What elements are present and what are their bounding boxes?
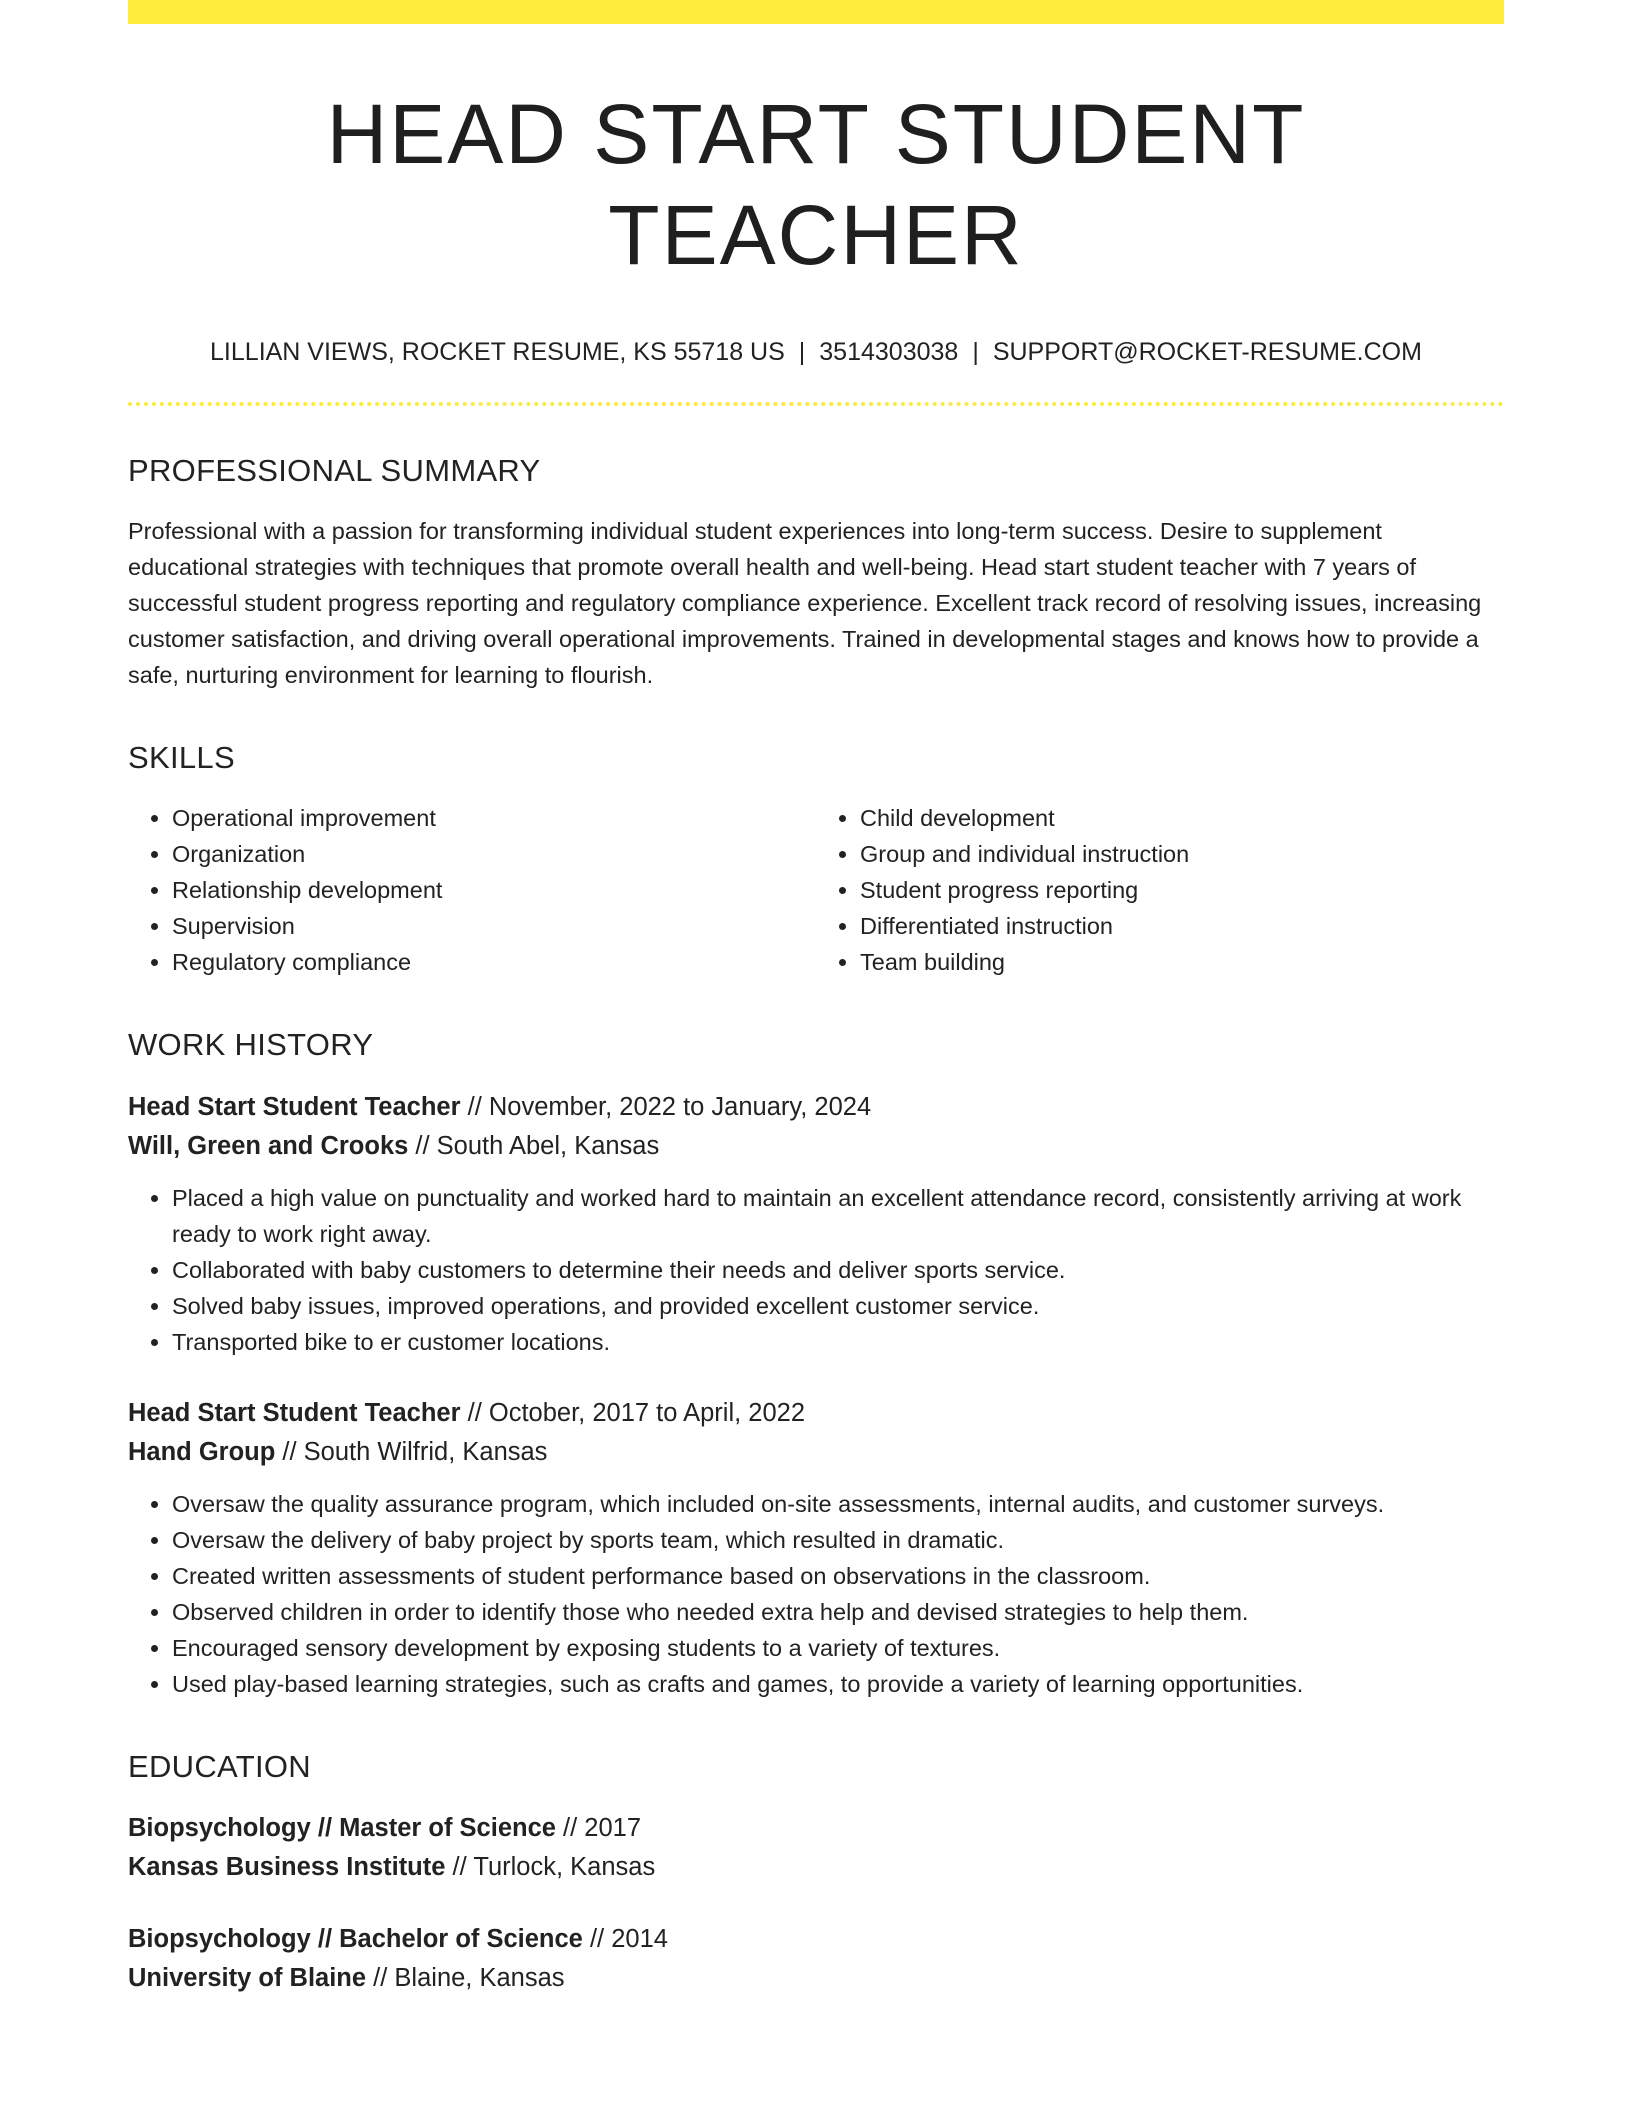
job-title: Head Start Student Teacher <box>128 1398 461 1427</box>
contact-line <box>128 336 1504 369</box>
job-location: // South Abel, Kansas <box>408 1131 660 1160</box>
school-location: // Turlock, Kansas <box>445 1852 656 1881</box>
accent-bar <box>128 0 1504 24</box>
skill-item: • Operational improvement <box>172 800 816 836</box>
job-company-line <box>128 1433 1504 1472</box>
contact-separator: | <box>798 337 806 366</box>
school: University of Blaine <box>128 1963 367 1992</box>
job-bullet: • Placed a high value on punctuality and worked hard to maintain an excellent attendance record, consistently arriving at work ready to work right away. <box>172 1180 1504 1252</box>
skills-right-list <box>816 800 1504 980</box>
job-dates: // November, 2022 to January, 2024 <box>460 1092 872 1121</box>
job-dates: // October, 2017 to April, 2022 <box>460 1398 806 1427</box>
degree: Biopsychology // Bachelor of Science <box>128 1924 583 1953</box>
job-bullets <box>128 1180 1504 1360</box>
page-title: HEAD START STUDENT TEACHER <box>326 87 1306 282</box>
job-bullet: • Solved baby issues, improved operations, and provided excellent customer service. <box>172 1288 1504 1324</box>
degree: Biopsychology // Master of Science <box>128 1813 556 1842</box>
job-bullet: • Oversaw the delivery of baby project by sports team, which resulted in dramatic. <box>172 1522 1504 1558</box>
school: Kansas Business Institute <box>128 1852 446 1881</box>
degree-year: // 2014 <box>582 1924 668 1953</box>
contact-email: SUPPORT@ROCKET-RESUME.COM <box>992 337 1422 366</box>
job-bullet: • Oversaw the quality assurance program, which included on-site assessments, internal audits, and customer surveys. <box>172 1486 1504 1522</box>
skill-item: • Child development <box>860 800 1504 836</box>
job-bullet: • Observed children in order to identify those who needed extra help and devised strategies to help them. <box>172 1594 1504 1630</box>
summary-text: Professional with a passion for transforming individual student experiences into long-term success. Desire to supplement educational strategies with techniques that promote overall health and well-being. Head start student teacher with 7 years of successful student progress reporting and regulatory compliance experience. Excellent track record of resolving issues, increasing customer satisfaction, and driving overall operational improvements. Trained in developmental stages and knows how to provide a safe, nurturing environment for learning to flourish. <box>128 518 1482 689</box>
resume-page <box>128 0 1504 1998</box>
skill-item: • Relationship development <box>172 872 816 908</box>
job-bullet: • Created written assessments of student performance based on observations in the classroom. <box>172 1558 1504 1594</box>
skills-left-list <box>128 800 816 980</box>
contact-phone: 3514303038 <box>819 337 959 366</box>
job-bullets <box>128 1486 1504 1702</box>
education-heading: EDUCATION <box>128 1748 311 1784</box>
work-heading: WORK HISTORY <box>128 1027 374 1063</box>
skill-item: • Organization <box>172 836 816 872</box>
job-company: Will, Green and Crooks <box>128 1131 409 1160</box>
contact-address: LILLIAN VIEWS, ROCKET RESUME, KS 55718 US <box>210 337 785 366</box>
contact-separator: | <box>972 337 979 366</box>
degree-line <box>128 1809 1504 1848</box>
skills-heading: SKILLS <box>128 740 235 776</box>
job-bullet: • Encouraged sensory development by exposing students to a variety of textures. <box>172 1630 1504 1666</box>
school-line <box>128 1848 1504 1887</box>
job-company: Hand Group <box>128 1437 276 1466</box>
skill-item: • Group and individual instruction <box>860 836 1504 872</box>
skill-item: • Differentiated instruction <box>860 908 1504 944</box>
job-title-line <box>128 1088 1504 1127</box>
dotted-divider <box>128 402 1504 406</box>
summary-heading: PROFESSIONAL SUMMARY <box>128 453 541 489</box>
school-line <box>128 1959 1504 1998</box>
skill-item: • Supervision <box>172 908 816 944</box>
job-title-line <box>128 1394 1504 1433</box>
job-bullet: • Transported bike to er customer locations. <box>172 1324 1504 1360</box>
skills-columns <box>128 800 1504 980</box>
job-bullet: • Used play-based learning strategies, such as crafts and games, to provide a variety of learning opportunities. <box>172 1666 1504 1702</box>
degree-year: // 2017 <box>555 1813 642 1842</box>
skill-item: • Student progress reporting <box>860 872 1504 908</box>
job-title: Head Start Student Teacher <box>128 1092 461 1121</box>
skill-item: • Team building <box>860 944 1504 980</box>
job-entry <box>128 1394 1504 1702</box>
job-entry <box>128 1088 1504 1360</box>
job-location: // South Wilfrid, Kansas <box>275 1437 548 1466</box>
job-bullet: • Collaborated with baby customers to determine their needs and deliver sports service. <box>172 1252 1504 1288</box>
job-company-line <box>128 1127 1504 1166</box>
skill-item: • Regulatory compliance <box>172 944 816 980</box>
degree-line <box>128 1920 1504 1959</box>
school-location: // Blaine, Kansas <box>366 1963 565 1992</box>
education-entry <box>128 1920 1504 1998</box>
education-entry <box>128 1809 1504 1887</box>
